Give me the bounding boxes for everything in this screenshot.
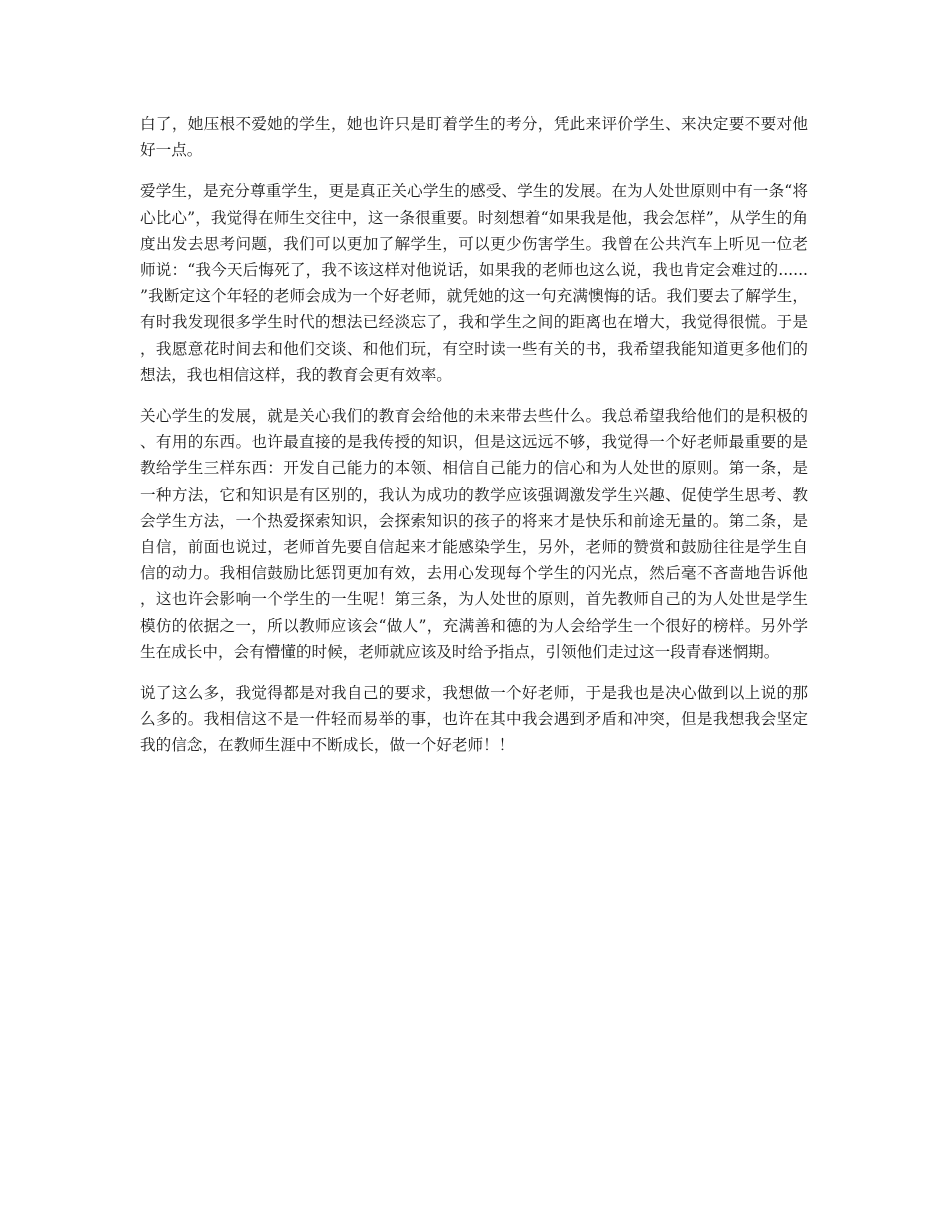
- paragraph-4: 说了这么多，我觉得都是对我自己的要求，我想做一个好老师，于是我也是决心做到以上说的那么多的。我相信这不是一件轻而易举的事，也许在其中我会遇到矛盾和冲突，但是我想我会坚定我的信念，在教师生涯中不断成长，做一个好老师！！: [140, 684, 808, 755]
- paragraph-1: 白了，她压根不爱她的学生，她也许只是盯着学生的考分，凭此来评价学生、来决定要不要对他好一点。: [140, 115, 808, 160]
- paragraph-3: 关心学生的发展，就是关心我们的教育会给他的未来带去些什么。我总希望我给他们的是积极的、有用的东西。也许最直接的是我传授的知识，但是这远远不够，我觉得一个好老师最重要的是教给学生三样东西：开发自己能力的本领、相信自己能力的信心和为人处世的原则。第一条，是一种方法，它和知识是有区别的，我认为成功的教学应该强调激发学生兴趣、促使学生思考、教会学生方法，一个热爱探索知识，会探索知识的孩子的将来才是快乐和前途无量的。第二条，是自信，前面也说过，老师首先要自信起来才能感染学生，另外，老师的赞赏和鼓励往往是学生自信的动力。我相信鼓励比惩罚更加有效，去用心发现每个学生的闪光点，然后毫不吝啬地告诉他，这也许会影响一个学生的一生呢！第三条，为人处世的原则，首先教师自己的为人处世是学生模仿的依据之一，所以教师应该会“做人”，充满善和德的为人会给学生一个很好的榜样。另外学生在成长中，会有懵懂的时候，老师就应该及时给予指点，引领他们走过这一段青春迷惘期。: [140, 407, 808, 661]
- document-page: [140, 111, 808, 774]
- paragraph-2: 爱学生，是充分尊重学生，更是真正关心学生的感受、学生的发展。在为人处世原则中有一条“将心比心”，我觉得在师生交往中，这一条很重要。时刻想着“如果我是他，我会怎样”，从学生的角度出发去思考问题，我们可以更加了解学生，可以更少伤害学生。我曾在公共汽车上听见一位老师说：“我今天后悔死了，我不该这样对他说话，如果我的老师也这么说，我也肯定会难过的......”我断定这个年轻的老师会成为一个好老师，就凭她的这一句充满懊悔的话。我们要去了解学生，有时我发现很多学生时代的想法已经淡忘了，我和学生之间的距离也在增大，我觉得很慌。于是，我愿意花时间去和他们交谈、和他们玩，有空时读一些有关的书，我希望我能知道更多他们的想法，我也相信这样，我的教育会更有效率。: [140, 182, 808, 384]
